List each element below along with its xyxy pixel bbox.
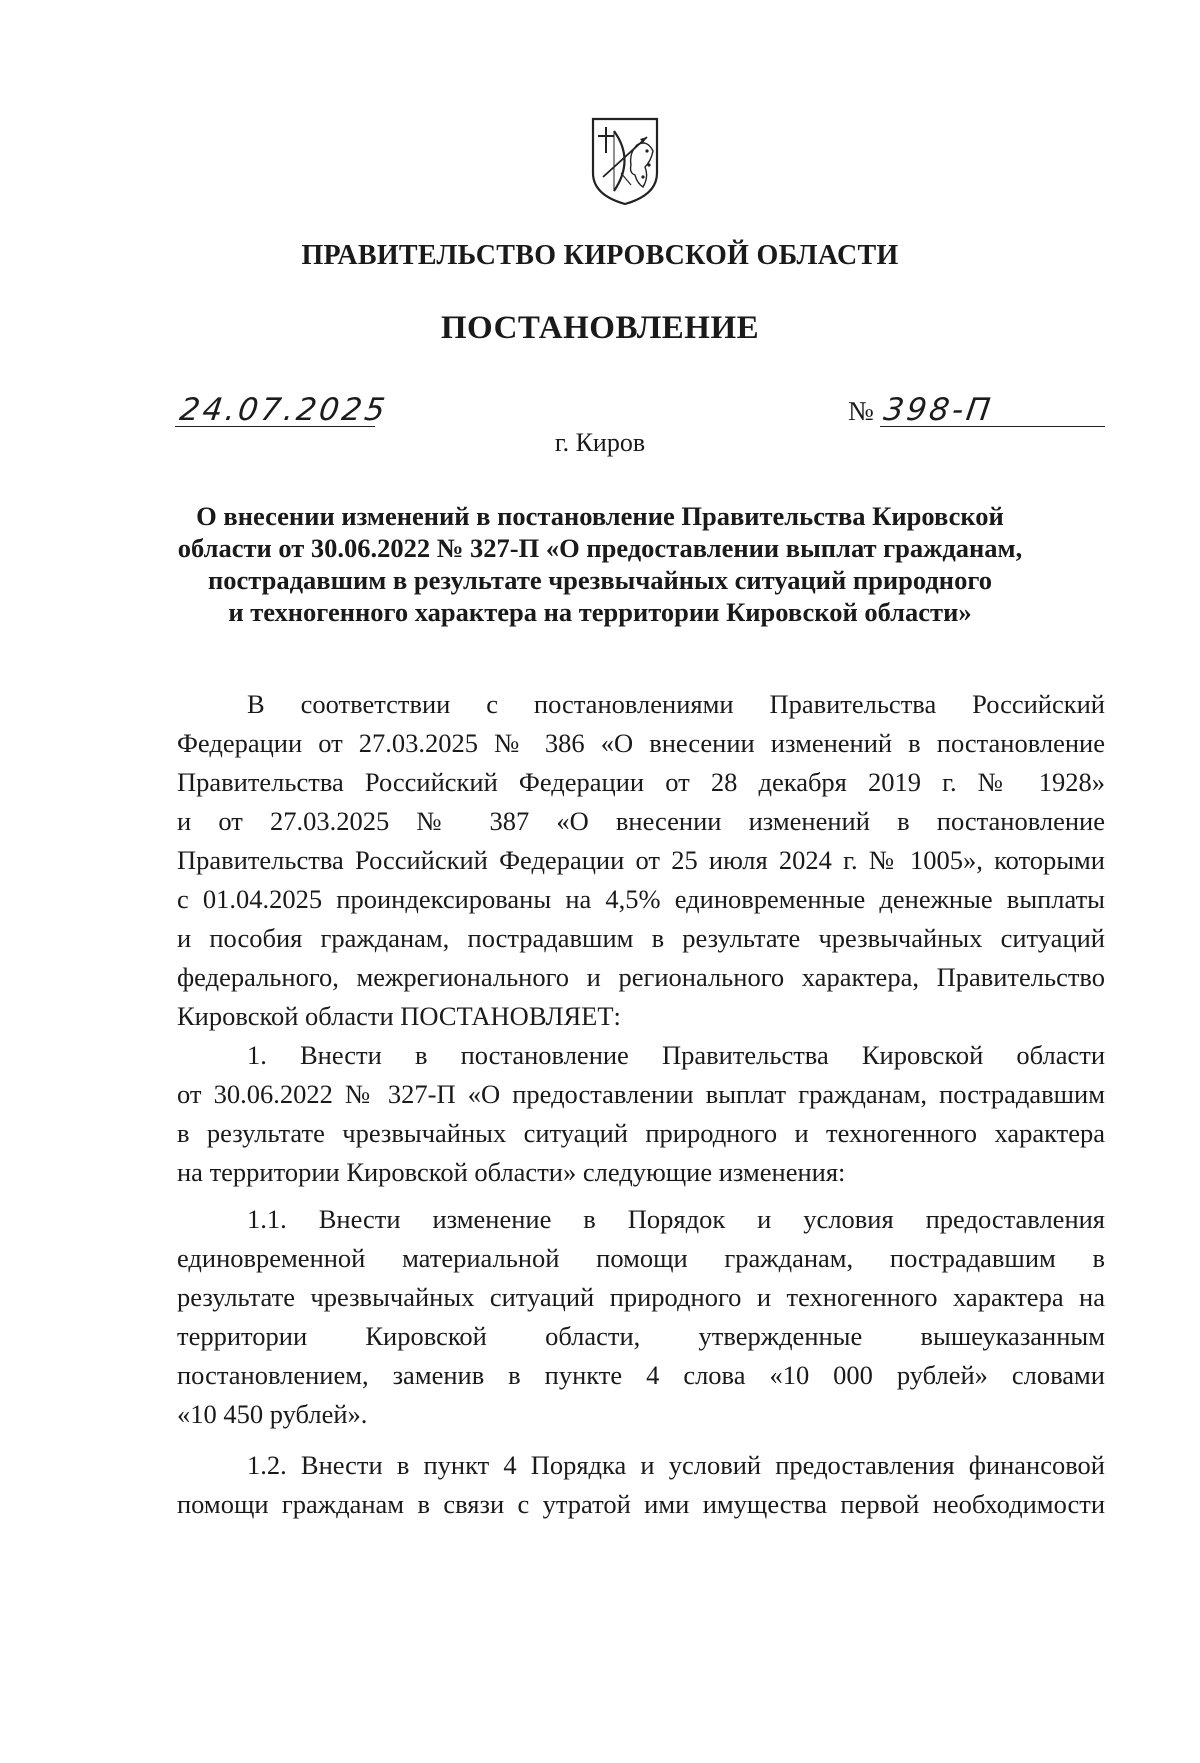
subject-line: О внесении изменений в постановление Правительства Кировской (196, 501, 1004, 531)
item-1-1-paragraph (177, 1200, 1105, 1434)
text-line: от 30.06.2022 № 327-П «О предоставлении выплат гражданам, пострадавшим (177, 1079, 1105, 1109)
text-line: территории Кировской области, утвержденные вышеуказанным (177, 1321, 1105, 1351)
text-line: помощи гражданам в связи с утратой ими имущества первой необходимости (177, 1489, 1105, 1519)
text-line: в результате чрезвычайных ситуаций природного и техногенного характера (177, 1118, 1105, 1148)
text-line: постановлением, заменив в пункте 4 слова «10 000 рублей» словами (177, 1360, 1105, 1390)
text-line: единовременной материальной помощи гражданам, пострадавшим в (177, 1243, 1105, 1273)
document-body (177, 685, 1105, 1524)
document-type: ПОСТАНОВЛЕНИЕ (440, 310, 760, 346)
text-line: Правительства Российский Федерации от 25 июля 2024 г. № 1005», которыми (177, 845, 1105, 875)
item-1-2-paragraph (177, 1446, 1105, 1524)
text-line: и от 27.03.2025 № 387 «О внесении изменений в постановление (177, 806, 1105, 836)
preamble-paragraph (177, 685, 1105, 1036)
text-line: Кировской области ПОСТАНОВЛЯЕТ: (177, 1001, 621, 1031)
subject-line: пострадавшим в результате чрезвычайных ситуаций природного (208, 565, 992, 595)
text-line: 1. Внести в постановление Правительства Кировской области (247, 1040, 1105, 1070)
text-line: 1.1. Внести изменение в Порядок и условия предоставления (247, 1204, 1105, 1234)
text-line: федерального, межрегионального и регионального характера, Правительство (177, 962, 1105, 992)
subject-line: и техногенного характера на территории Кировской области» (228, 597, 972, 627)
text-line: результате чрезвычайных ситуаций природного и техногенного характера на (177, 1282, 1105, 1312)
number-sign: № (848, 396, 874, 426)
text-line: «10 450 рублей». (177, 1399, 368, 1429)
text-line: с 01.04.2025 проиндексированы на 4,5% единовременные денежные выплаты (177, 884, 1105, 914)
text-line: Федерации от 27.03.2025 № 386 «О внесении изменений в постановление (177, 728, 1105, 758)
city: г. Киров (554, 428, 646, 457)
organization-name: ПРАВИТЕЛЬСТВО КИРОВСКОЙ ОБЛАСТИ (301, 240, 899, 271)
subject-line: области от 30.06.2022 № 327-П «О предоставлении выплат гражданам, (177, 533, 1023, 563)
document-date: 24.07.2025 (177, 392, 391, 428)
document-subject (150, 500, 1050, 628)
text-line: В соответствии с постановлениями Правительства Российский (247, 689, 1105, 719)
coat-of-arms-emblem (587, 115, 663, 207)
text-line: на территории Кировской области» следующие изменения: (177, 1157, 846, 1187)
text-line: Правительства Российский Федерации от 28 декабря 2019 г. № 1928» (177, 767, 1105, 797)
item-1-paragraph (177, 1036, 1105, 1192)
document-number: 398-П (881, 392, 996, 428)
text-line: 1.2. Внести в пункт 4 Порядка и условий предоставления финансовой (247, 1450, 1105, 1480)
text-line: и пособия гражданам, пострадавшим в результате чрезвычайных ситуаций (177, 923, 1105, 953)
